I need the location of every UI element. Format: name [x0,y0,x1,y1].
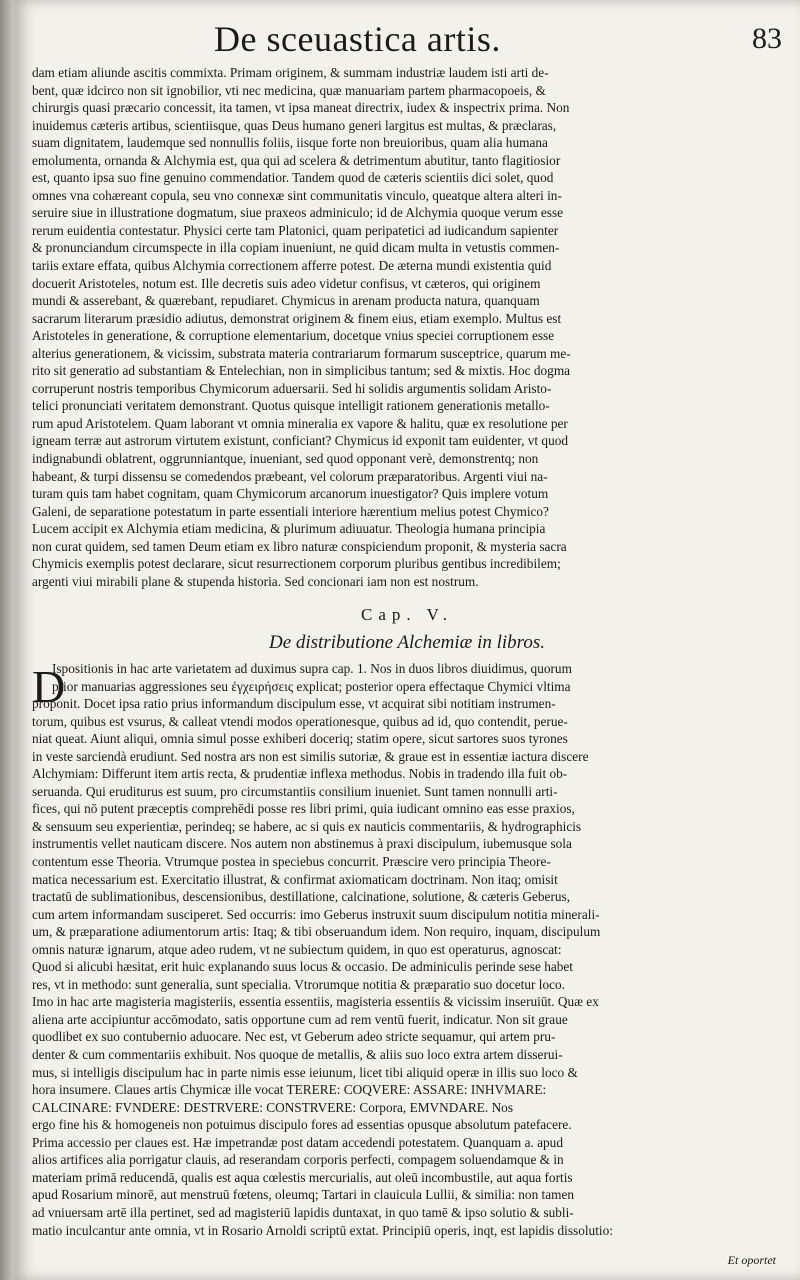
text-line: hora insumere. Claues artis Chymicæ ille vocat TERERE: COQVERE: ASSARE: INHVMARE: [32,1082,547,1098]
text-line: instrumentis vellet nauticam discere. Nos autem non abstinemus à praxi discipulum, iubemusque sola [32,836,572,852]
text-line: dam etiam aliunde ascitis commixta. Primam originem, & summam industriæ laudem isti arti de- [32,65,549,80]
body-text-part-2 [32,660,790,1239]
text-line: materiam primā reducendā, qualis est aqua cœlestis mercurialis, aut oleū incombustile, aut aqua fortis [32,1169,573,1185]
text-line: denter & cum commentariis exhibuit. Nos quoque de metallis, & aliis suo loco extra artem disserui- [32,1047,563,1063]
text-line: torum, quibus est vsurus, & calleat vtendi modos operationesque, quibus ad id, quo contendit, perue- [32,713,568,729]
text-line: chirurgis quasi præcario concessit, ita tamen, vt ipsa maneat directrix, iudex & inspectrix prima. Non [32,100,570,116]
text-line: Ispositionis in hac arte varietatem ad duximus supra cap. 1. Nos in duos libros diuidimus, quorum [32,661,572,676]
text-line: bent, quæ idcirco non sit ignobilior, vti nec medicina, quæ manuariam partem pharmacopoeis, & [32,82,546,98]
text-line: omnis naturæ ignarum, atque adeo rudem, vt ne subiectum quidem, in quo est operaturus, agnoscat: [32,941,562,957]
text-line: Galeni, de separatione potestatum in parte essentiali interiore hærentium melius potest Chymico? [32,503,549,519]
book-binding-shadow [0,0,14,1280]
text-line: alterius generationem, & vicissim, substrata materia contrariarum formarum susceptrice, quarum me- [32,345,571,361]
text-line: indignabundi oblatrent, oggrunniantque, inueniant, sed quod opponant verè, demonstrentq; non [32,451,539,467]
catchword: Et oportet [727,1253,776,1267]
text-line: & pronunciandum circumspecte in illa copiam inueniunt, ne quid dicam multa in vetustis commen- [32,240,560,256]
text-line: telici pronunciati veritatem demonstrant. Quotus quisque intelligit rationem generationis metallo- [32,398,550,414]
text-line: res, vt in methodo: sunt generalia, sunt specialia. Vtrorumque notitia & præparatio suo docetur loco. [32,976,565,992]
text-line: mus, si intelligis discipulum hac in parte nimis esse ieiunum, licet tibi aliquid operæ in illis suo loco & [32,1064,578,1080]
text-line: igneam terræ aut astrorum virtutem existunt, conficiant? Chymicus id exponit tam euidenter, vt quod [32,433,569,449]
text-line: suam dignitatem, laudemque sed nonnullis foliis, iisque forte non breuioribus, quam alia humana [32,135,548,151]
text-line: fices, qui nō putent præceptis comprehēdi posse res libri primi, quia iudicant omnino eas esse praxios, [32,801,575,817]
text-line: Quod si alicubi hæsitat, erit huic explanando suus locus & occasio. De adminiculis perinde sese habet [32,959,573,975]
text-line: rerum euidentia contestatur. Physici certe tam Platonici, quam peripatetici ad iudicandum sapienter [32,222,559,238]
text-line: Chymicis exemplis potest declarare, sicut resurrectionem corporum pluribus gentibus incredibilem; [32,556,561,572]
chapter-number: Cap. V. [361,605,453,624]
page-header [14,18,800,68]
text-line: argenti viui mirabili plane & stupenda historia. Sed concionari iam non est nostrum. [32,573,479,589]
text-line: inuidemus cæteris artibus, scientiisque, quas Deus humano generi largitus est multas, & præclaras, [32,117,557,133]
text-line: omnes vna cohæreant copula, seu vno connexæ sint communitatis vinculo, queatque altera alteri in- [32,187,562,203]
text-line: ad vniuersam artē illa pertinet, sed ad magisteriū lapidis duntaxat, in quo tamē & ipso solutio & subli- [32,1204,574,1220]
text-line: tractatū de sublimationibus, descensionibus, destillatione, calcinatione, solutione, & cæteris Geberus, [32,889,571,905]
text-line: sacrarum literarum præsidio adiutus, demonstrat originem & finem eius, etiam exemplo. Multus est [32,310,562,326]
text-line: rito sit generatio ad substantiam & Entelechian, non in simplicibus tantum; sed & mixtis. Hoc dogma [32,363,571,379]
text-line: niat queat. Aiunt aliqui, omnia simul posse exhiberi doceriq; statim opere, sicut sartores suos tyrones [32,731,568,747]
text-line: Alchymiam: Differunt item artis recta, & prudentiæ inflexa methodus. Nobis in tradendo illa fuit ob- [32,766,568,782]
text-line: seruanda. Qui eruditurus est suum, pro circumstantiis consilium inueniet. Sunt tamen nonnulli arti- [32,783,558,799]
text-line: CALCINARE: FVNDERE: DESTRVERE: CONSTRVERE: Corpora, EMVNDARE. Nos [32,1099,513,1115]
text-line: Prima accessio per claues est. Hæ impetrandæ post datam accedendi potestatem. Quanquam a. apud [32,1134,563,1150]
text-line: matio inculcantur ante omnia, vt in Rosario Arnoldi scriptū extat. Principiū operis, inqt, est lapidis dissolutio: [32,1222,613,1238]
text-line: matica necessarium est. Exercitatio illustrat, & confirmat axiomaticam doctrinam. Non itaq; omisit [32,871,558,887]
text-line: prior manuarias aggressiones seu ἐγχειρήσεις explicat; posterior opera effectaque Chymici vltima [32,678,571,694]
text-line: contentum esse Theoria. Vtrumque postea in speciebus concurrit. Præscire vero principia Theore- [32,854,551,870]
running-title: De sceuastica artis. [214,19,501,59]
text-line: quodlibet ex suo contubernio aduocare. Nec est, vt Geberum adeo stricte sequamur, qui artem pru- [32,1029,556,1045]
text-line: um, & præparatione adiumentorum artis: Itaq; & tibi obseruandum idem. Non requiro, inquam, discipulum [32,924,601,940]
text-line: in veste sarciendà erudiunt. Sed nostra ars non est similis sutoriæ, & graue est in essentiæ iactura discere [32,748,589,764]
text-line: proponit. Docet ipsa ratio prius informandum discipulum esse, vt acquirat sibi notitiam instrumen- [32,696,556,712]
chapter-title: De distributione Alchemiæ in libros. [268,632,546,653]
text-line: aliena arte accipiuntur accōmodato, satis opportune cum ad rem ventū fuerit, indicatur. Non sit graue [32,1011,568,1027]
text-line: & sensuum seu experientiæ, perindeq; se habere, ac si quis ex nauticis commentariis, & hydrographicis [32,818,582,834]
text-line: Imo in hac arte magisteria magisteriis, essentia essentiis, magisteria essentiis & vicissim inseruiūt. Quæ ex [32,994,599,1010]
page-number: 83 [752,22,782,55]
text-line: rum apud Aristotelem. Quam laborant vt omnia mineralia ex vapore & halitu, quæ ex resolutione per [32,415,568,431]
book-page [14,0,800,1280]
text-line: corruperunt nostris temporibus Chymicorum aduersarii. Sed hi solidis argumentis solidam Aristo- [32,380,552,396]
text-line: habeant, & turpi dissensu se comedendos præbeant, vel colorum præparatoribus. Argenti viui na- [32,468,548,484]
text-line: emolumenta, ornanda & Alchymia est, qua qui ad scelera & detrimentum abutitur, tanto flagitiosior [32,152,561,168]
text-line: turam quis tam habet cognitam, quam Chymicorum arcanorum inuestigator? Quis implere votum [32,486,549,502]
text-line: apud Rosarium minorē, aut menstruū fœtens, oleumq; Tartari in clauicula Lullii, & similia: non tamen [32,1187,575,1203]
text-line: cum artem informandam susciperet. Sed occurris: imo Geberus instruxit suum discipulum notitia minerali- [32,906,600,922]
body-text-part-1 [32,64,790,590]
text-line: mundi & asserebant, & quærebant, repudiaret. Chymicus in arenam producta natura, quanquam [32,293,540,309]
text-line: docuerit Aristoteles, notum est. Ille decretis suis adeo videtur confisus, vt cæteros, qui originem [32,275,541,291]
text-line: non curat quidem, sed tamen Deum etiam ex libro naturæ conspiciendum proponit, & mysteria sacra [32,538,567,554]
text-line: ergo fine his & homogeneis non potuimus discipulo fores ad essentias opusque absolutum patefacere. [32,1117,572,1133]
text-line: alios artifices alia porrigatur clauis, ad reserandam corporis perfecti, compagem soluendamque & in [32,1152,564,1168]
text-line: tariis extare effata, quibus Alchymia correctionem afferre potest. De æterna mundi existentia quid [32,258,552,274]
drop-cap-initial: D [32,661,66,712]
text-line: est, quanto ipsa suo fine genuino commendatior. Tandem quod de cæteris scientiis dici solet, quod [32,170,554,186]
text-line: Lucem accipit ex Alchymia etiam medicina, & plurimum adiuuatur. Theologia humana principia [32,521,546,537]
text-line: seruire siue in illustratione dogmatum, siue praxeos adminiculo; id de Alchymia quoque verum esse [32,205,564,221]
text-line: Aristoteles in generatione, & corruptione elementarium, docetque vnius speciei corruptionem esse [32,328,555,344]
